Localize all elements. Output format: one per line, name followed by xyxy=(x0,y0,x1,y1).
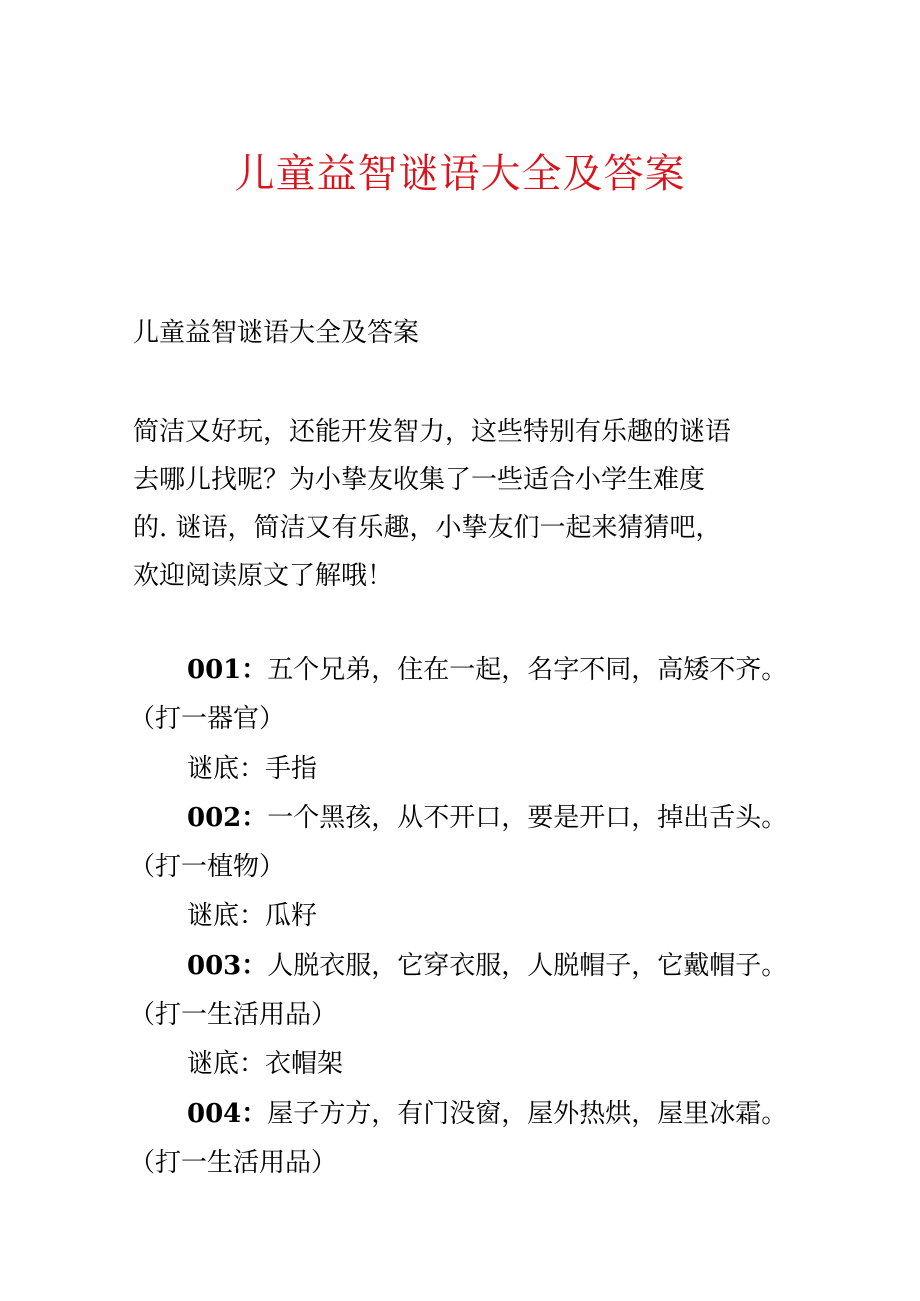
riddle-question-line xyxy=(133,646,793,695)
riddle-answer: 谜底：瓜籽 xyxy=(187,901,318,932)
intro-line: 简洁又好玩，还能开发智力，这些特别有乐趣的谜语 xyxy=(133,417,732,447)
riddle-number: 004： xyxy=(187,1098,268,1129)
riddle-item xyxy=(129,646,793,794)
document-subtitle: 儿童益智谜语大全及答案 xyxy=(133,318,420,348)
riddle-number: 003： xyxy=(187,950,268,981)
intro-line: 的. 谜语，简洁又有乐趣，小挚友们一起来猜猜吧， xyxy=(133,513,722,543)
riddle-question: 五个兄弟，住在一起，名字不同，高矮不齐。 xyxy=(267,655,788,685)
riddle-item xyxy=(129,1090,793,1189)
riddle-hint: （打一器官） xyxy=(129,704,286,735)
riddle-number: 002： xyxy=(187,802,268,833)
riddle-hint: （打一生活用品） xyxy=(129,1147,338,1178)
riddle-question: 人脱衣服，它穿衣服，人脱帽子，它戴帽子。 xyxy=(267,950,788,981)
riddle-hint: （打一生活用品） xyxy=(129,1000,338,1031)
intro-line: 去哪儿找呢？为小挚友收集了一些适合小学生难度 xyxy=(133,465,706,495)
riddle-question-line xyxy=(133,942,793,991)
riddle-item xyxy=(129,794,793,942)
riddle-question-line xyxy=(133,794,793,843)
riddle-question: 一个黑孩，从不开口，要是开口，掉出舌头。 xyxy=(267,802,788,833)
intro-line: 欢迎阅读原文了解哦！ xyxy=(133,561,394,591)
riddle-question: 屋子方方，有门没窗，屋外热烘，屋里冰霜。 xyxy=(267,1098,788,1129)
riddle-answer: 谜底：衣帽架 xyxy=(187,1049,344,1080)
document-title: 儿童益智谜语大全及答案 xyxy=(234,151,686,197)
riddle-hint: （打一植物） xyxy=(129,852,286,883)
riddle-number: 001： xyxy=(187,655,268,685)
riddle-list xyxy=(129,646,793,1188)
riddle-item xyxy=(129,942,793,1090)
intro-paragraph xyxy=(133,408,793,600)
riddle-answer: 谜底：手指 xyxy=(187,753,318,784)
riddle-question-line xyxy=(133,1090,793,1139)
